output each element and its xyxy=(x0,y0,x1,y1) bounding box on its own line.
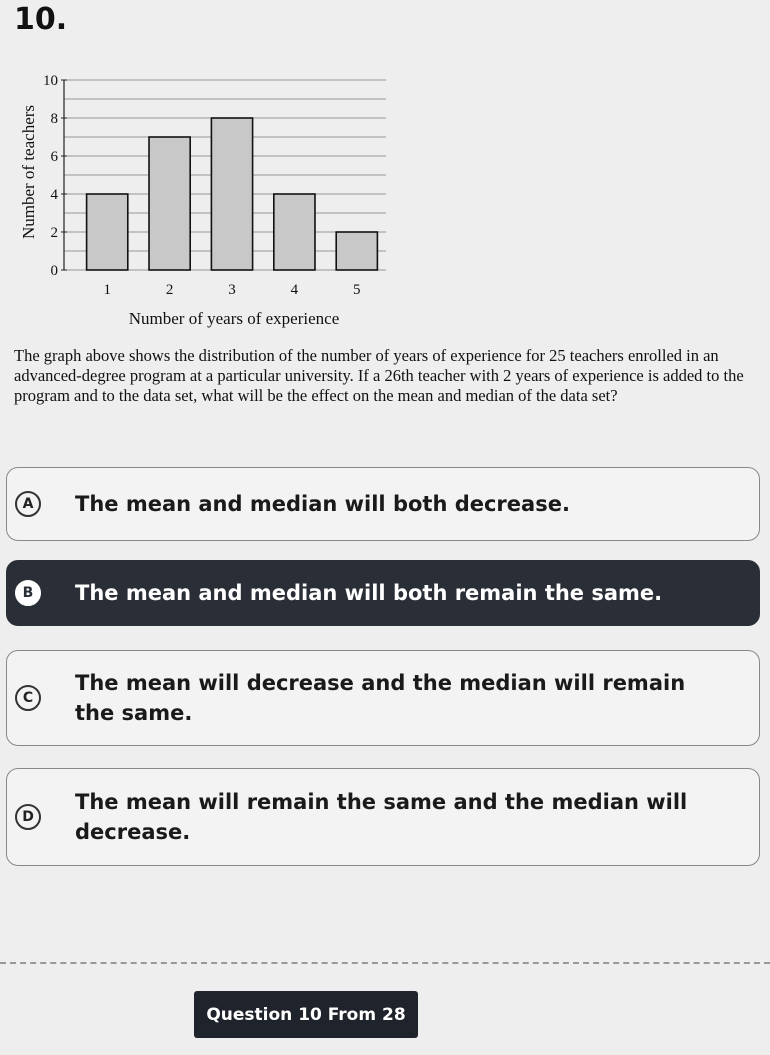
y-tick-label: 10 xyxy=(43,73,58,89)
bar-4 xyxy=(274,194,315,270)
x-axis-label: Number of years of experience xyxy=(128,309,340,328)
option-letter-b: B xyxy=(15,580,41,606)
x-tick-label: 3 xyxy=(228,282,236,298)
y-tick-label: 2 xyxy=(50,225,58,241)
y-tick-label: 0 xyxy=(50,263,58,279)
bar-5 xyxy=(336,232,377,270)
x-tick-label: 2 xyxy=(165,282,174,298)
option-letter-d: D xyxy=(15,804,41,830)
option-text-a: The mean and median will both decrease. xyxy=(75,492,570,516)
y-tick-label: 4 xyxy=(50,187,58,203)
y-tick-label: 8 xyxy=(50,111,58,127)
bar-3 xyxy=(211,118,252,270)
footer-divider xyxy=(0,962,770,964)
option-c[interactable] xyxy=(6,650,760,746)
option-letter-a: A xyxy=(15,491,41,517)
bar-2 xyxy=(149,137,190,270)
option-d[interactable] xyxy=(6,768,760,866)
question-prompt: The graph above shows the distribution of the number of years of experience for 25 teachers enrolled in an advanced-degree program at a particular university. If a 26th teacher with 2 years of experience is added to the program and to the data set, what will be the effect on the mean and median of the data set? xyxy=(14,346,744,405)
bar-chart xyxy=(18,62,398,342)
x-tick-label: 4 xyxy=(290,282,299,298)
question-number: 10. xyxy=(14,2,68,37)
question-counter: Question 10 From 28 xyxy=(194,991,418,1038)
option-letter-c: C xyxy=(15,685,41,711)
y-axis-label: Number of teachers xyxy=(19,104,38,240)
x-tick-label: 1 xyxy=(103,282,111,298)
option-a[interactable] xyxy=(6,467,760,541)
y-tick-label: 6 xyxy=(50,149,58,165)
x-tick-label: 5 xyxy=(353,282,361,298)
option-text-d: The mean will remain the same and the median will decrease. xyxy=(75,790,688,844)
option-text-b: The mean and median will both remain the same. xyxy=(75,581,663,605)
option-b[interactable] xyxy=(6,560,760,626)
bar-1 xyxy=(87,194,128,270)
option-text-c: The mean will decrease and the median will remain the same. xyxy=(75,671,686,725)
